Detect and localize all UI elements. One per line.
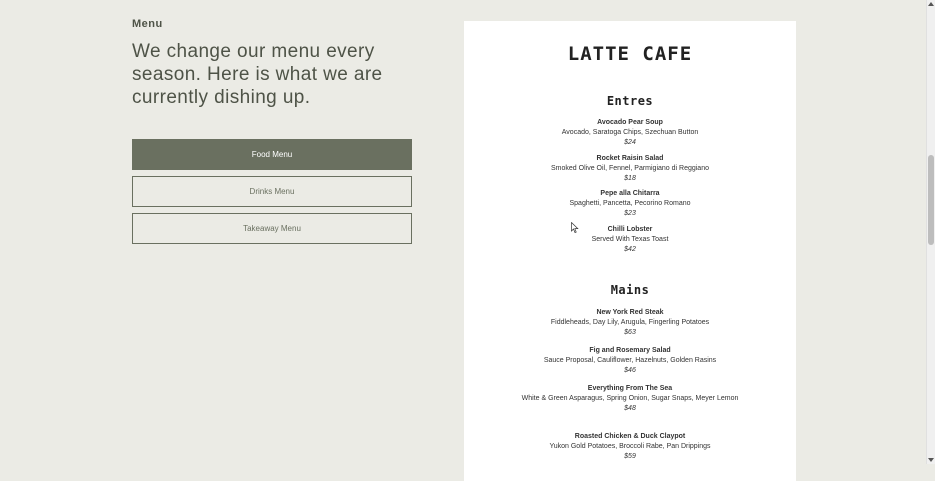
menu-item [504,432,756,462]
menu-intro [132,18,422,109]
menu-card [464,21,796,481]
item-price: $59 [624,453,636,460]
section-title-mains: Mains [610,283,650,297]
mouse-cursor-icon [571,222,579,233]
item-desc: Served With Texas Toast [591,236,669,243]
menu-item [504,384,756,414]
item-price: $23 [624,210,636,217]
item-desc: Avocado, Saratoga Chips, Szechuan Button [561,129,699,136]
item-desc: White & Green Asparagus, Spring Onion, Sugar Snaps, Meyer Lemon [521,395,739,402]
item-price: $46 [624,367,636,374]
item-name: New York Red Steak [596,309,664,316]
item-name: Avocado Pear Soup [597,119,663,126]
takeaway-menu-button[interactable]: Takeaway Menu [132,213,412,244]
menu-item [504,308,756,338]
item-price: $24 [624,139,636,146]
food-menu-button[interactable]: Food Menu [132,139,412,170]
menu-eyebrow: Menu [132,18,163,30]
scroll-down-icon[interactable] [928,458,934,462]
scroll-up-icon[interactable] [928,2,934,6]
item-name: Everything From The Sea [587,385,673,392]
item-desc: Smoked Olive Oil, Fennel, Parmigiano di Reggiano [551,165,709,172]
item-name: Chilli Lobster [607,226,653,233]
menu-headline: We change our menu every season. Here is what we are currently dishing up. [132,41,383,108]
scrollbar[interactable] [926,0,935,464]
item-name: Pepe alla Chitarra [600,190,660,197]
item-desc: Fiddleheads, Day Lily, Arugula, Fingerling Potatoes [550,319,710,326]
menu-item [504,346,756,376]
item-desc: Sauce Proposal, Cauliflower, Hazelnuts, Golden Rasins [543,357,717,364]
item-desc: Yukon Gold Potatoes, Broccoli Rabe, Pan Drippings [549,443,711,450]
item-price: $42 [624,246,636,253]
menu-item [504,225,756,255]
cafe-title: LATTE CAFE [567,43,693,65]
item-price: $48 [624,405,636,412]
section-title-entres: Entres [606,94,654,108]
menu-item [504,189,756,219]
drinks-menu-button[interactable]: Drinks Menu [132,176,412,207]
item-desc: Spaghetti, Pancetta, Pecorino Romano [569,200,691,207]
item-price: $63 [624,329,636,336]
scroll-thumb[interactable] [928,155,934,245]
menu-tabs [132,139,412,249]
menu-item [504,154,756,184]
item-name: Rocket Raisin Salad [596,155,664,162]
item-price: $18 [624,175,636,182]
item-name: Roasted Chicken & Duck Claypot [574,433,686,440]
menu-item [504,118,756,148]
item-name: Fig and Rosemary Salad [589,347,671,354]
